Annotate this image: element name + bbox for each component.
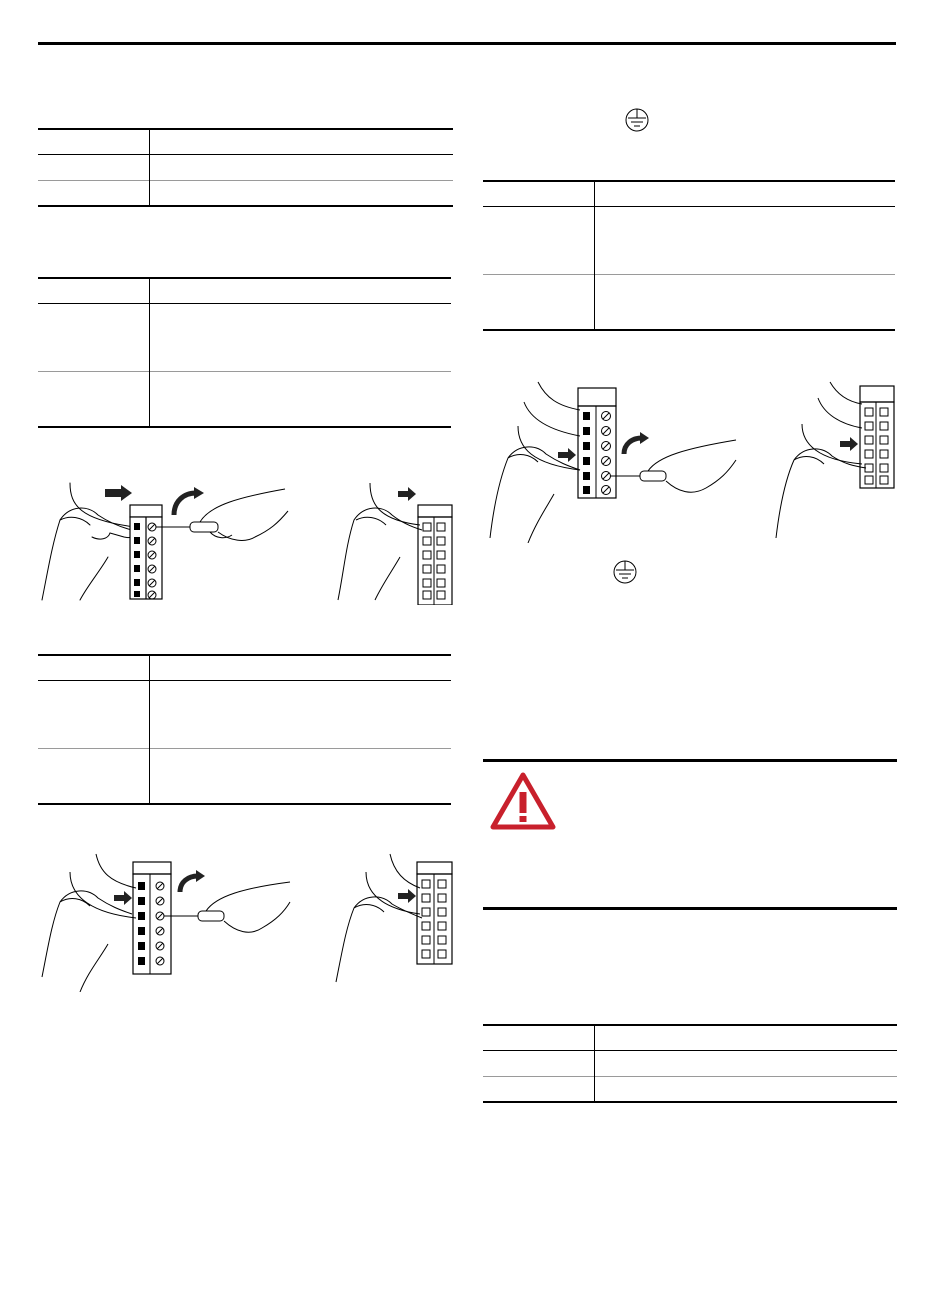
table-1 xyxy=(38,128,453,208)
wiring-figure-1 xyxy=(40,475,455,605)
wiring-figure-3 xyxy=(488,378,898,543)
arrow-right-icon xyxy=(105,485,132,501)
ground-symbol-icon xyxy=(610,560,640,584)
page-top-rule xyxy=(38,42,896,45)
curved-arrow-icon xyxy=(174,493,196,515)
table-4 xyxy=(483,180,895,332)
table-2 xyxy=(38,277,451,429)
table-5 xyxy=(483,1024,897,1104)
wiring-figure-2 xyxy=(40,852,455,992)
warning-top-rule xyxy=(483,759,897,762)
table-3 xyxy=(38,654,451,806)
warning-triangle-icon xyxy=(490,772,556,830)
ground-symbol-icon xyxy=(622,108,652,132)
warning-bottom-rule xyxy=(483,907,897,910)
